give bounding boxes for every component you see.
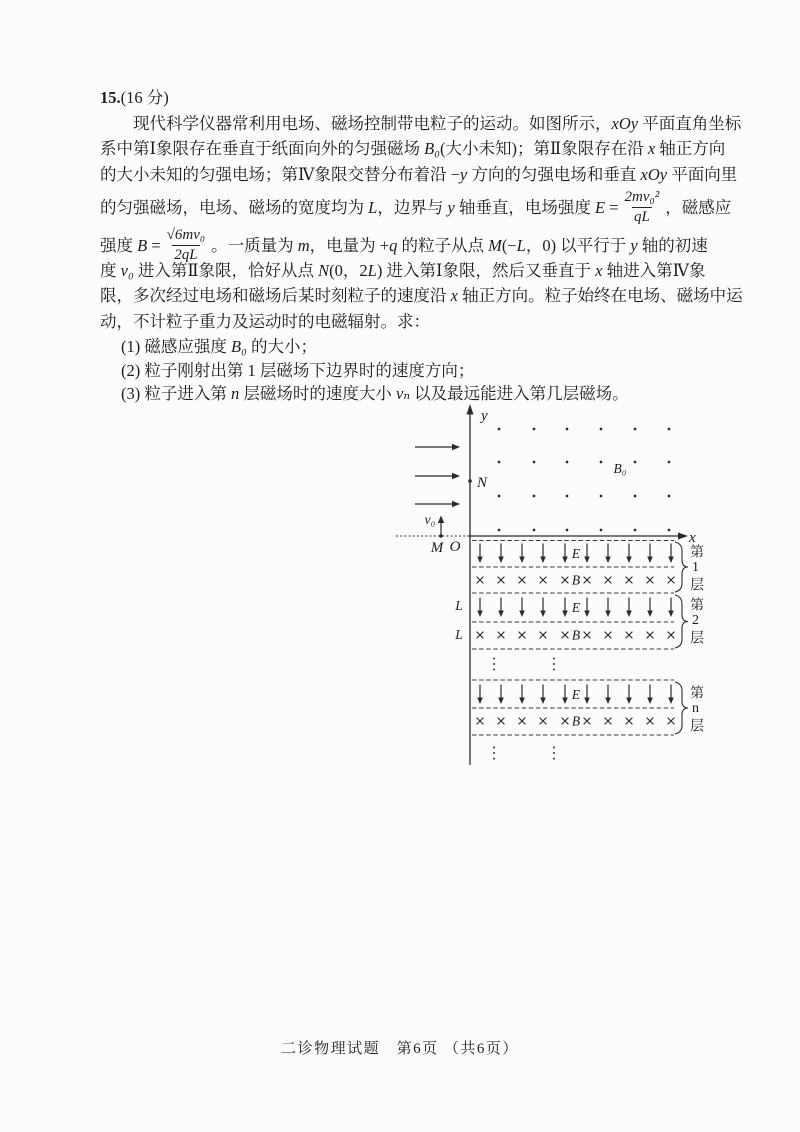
layer-2-label: 第2层 xyxy=(688,596,703,646)
L-width-label-1: L xyxy=(455,598,463,613)
text-run: 平面直角坐标 xyxy=(638,114,742,133)
arrowhead-icon xyxy=(668,557,674,564)
arrowhead-icon xyxy=(519,698,525,705)
field-out-of-page-dot xyxy=(498,495,501,498)
arrowhead-icon xyxy=(605,611,611,618)
x-axis-arrowhead xyxy=(678,533,688,540)
field-out-of-page-dot xyxy=(634,529,637,532)
math-variable: x xyxy=(647,139,656,158)
text-run: ，0) 以平行于 xyxy=(525,235,631,255)
fraction-denominator: 2qL xyxy=(174,246,198,263)
text-run: 轴正方向 xyxy=(655,139,726,158)
math-variable: y xyxy=(459,165,468,184)
field-out-of-page-dot xyxy=(533,461,536,464)
field-out-of-page-dot xyxy=(600,529,603,532)
page-footer: 二诊物理试题 第6页 （共6页） xyxy=(281,1041,519,1057)
math-variable: L xyxy=(516,235,526,255)
fraction-numerator: √6mv₀ xyxy=(166,226,206,243)
math-variable: B₀ xyxy=(231,337,247,356)
arrowhead-icon xyxy=(452,444,460,450)
text-run: 轴进入第Ⅳ象 xyxy=(602,261,706,280)
arrowhead-icon xyxy=(452,501,460,507)
text-run: 以及最远能进入第几层磁场。 xyxy=(410,384,629,403)
field-out-of-page-dot xyxy=(566,529,569,532)
math-variable: L xyxy=(367,261,377,280)
figure-canvas xyxy=(392,403,722,778)
math-variable: vₙ xyxy=(396,384,411,403)
arrowhead-icon xyxy=(477,557,483,564)
text-run: 动，不计粒子重力及运动时的电磁辐射。求： xyxy=(100,312,430,331)
arrowhead-icon xyxy=(540,557,546,564)
arrowhead-icon xyxy=(584,557,590,564)
vertical-ellipsis-dot xyxy=(493,758,495,760)
arrowhead-icon xyxy=(498,698,504,705)
math-variable: m xyxy=(297,235,310,255)
vertical-ellipsis-dot xyxy=(493,663,495,665)
text-run: 强度 xyxy=(100,235,138,255)
text-run: (0，2 xyxy=(329,261,368,280)
text-run: ，电量为 + xyxy=(309,235,390,255)
math-variable: x xyxy=(450,286,458,305)
x-axis-label: x xyxy=(689,530,696,546)
arrowhead-icon xyxy=(477,698,483,705)
field-out-of-page-dot xyxy=(668,428,671,431)
text-run: 度 xyxy=(100,261,121,280)
math-variable: x xyxy=(595,261,603,280)
text-run: 限，多次经过电场和磁场后某时刻粒子的速度沿 xyxy=(100,286,451,305)
text-run: 轴垂直，电场强度 xyxy=(454,197,596,217)
v0-arrowhead xyxy=(438,516,444,524)
math-variable: xOy xyxy=(611,114,639,133)
vertical-ellipsis-dot xyxy=(553,752,555,754)
arrowhead-icon xyxy=(498,557,504,564)
arrowhead-icon xyxy=(562,698,568,705)
math-variable: y xyxy=(447,197,455,217)
arrowhead-icon xyxy=(626,557,632,564)
point-M-label: M xyxy=(430,540,444,556)
vertical-ellipsis-dot xyxy=(553,658,555,660)
text-run: (2) 粒子刚射出第 1 层磁场下边界时的速度方向； xyxy=(121,361,475,380)
arrowhead-icon xyxy=(562,611,568,618)
text-run: (大小未知)；第Ⅱ象限存在沿 xyxy=(439,139,648,158)
field-out-of-page-dot xyxy=(634,495,637,498)
field-out-of-page-dot xyxy=(668,461,671,464)
text-run: = xyxy=(605,197,619,217)
field-out-of-page-dot xyxy=(566,428,569,431)
math-variable: B₀ xyxy=(424,139,440,158)
text-run: (3) 粒子进入第 xyxy=(121,384,231,403)
field-out-of-page-dot xyxy=(600,461,603,464)
text-run: 系中第Ⅰ象限存在垂直于纸面向外的匀强磁场 xyxy=(100,139,425,158)
vertical-ellipsis-dot xyxy=(493,752,495,754)
field-out-of-page-dot xyxy=(533,495,536,498)
arrowhead-icon xyxy=(605,557,611,564)
vertical-ellipsis-dot xyxy=(553,758,555,760)
math-variable: M xyxy=(488,235,502,255)
point-N-dot xyxy=(468,479,472,483)
text-run: (1) 磁感应强度 xyxy=(121,337,231,356)
math-variable: B xyxy=(137,235,148,255)
text-run: (− xyxy=(501,235,517,255)
arrowhead-icon xyxy=(498,611,504,618)
field-out-of-page-dot xyxy=(668,495,671,498)
vertical-ellipsis-dot xyxy=(493,658,495,660)
field-out-of-page-dot xyxy=(533,529,536,532)
arrowhead-icon xyxy=(452,473,460,479)
text-run: 轴的初速 xyxy=(637,235,708,255)
B-field-label-layer1: B xyxy=(571,572,581,588)
math-variable: y xyxy=(630,235,638,255)
arrowhead-icon xyxy=(477,611,483,618)
text-run: = xyxy=(147,235,161,255)
B0-field-label: B₀ xyxy=(613,461,627,476)
vertical-ellipsis-dot xyxy=(493,669,495,671)
layer-1-label: 第1层 xyxy=(688,543,703,593)
text-run: 进入第Ⅱ象限，恰好从点 xyxy=(133,261,319,280)
field-out-of-page-dot xyxy=(498,461,501,464)
math-variable: n xyxy=(231,384,240,403)
arrowhead-icon xyxy=(626,698,632,705)
text-run: 。一质量为 xyxy=(211,235,298,255)
math-variable: N xyxy=(318,261,330,280)
arrowhead-icon xyxy=(584,611,590,618)
field-out-of-page-dot xyxy=(498,428,501,431)
E-field-label-layer1: E xyxy=(571,546,581,561)
text-run: 层磁场时的速度大小 xyxy=(239,384,396,403)
text-run: ，磁感应 xyxy=(665,197,732,217)
B-field-label-layer2: B xyxy=(571,627,581,643)
arrowhead-icon xyxy=(540,698,546,705)
field-out-of-page-dot xyxy=(634,461,637,464)
text-run: 的粒子从点 xyxy=(397,235,489,255)
L-width-label-2: L xyxy=(455,627,463,642)
problem-points: (16 分) xyxy=(120,88,169,107)
math-variable: v₀ xyxy=(120,261,134,280)
vertical-ellipsis-dot xyxy=(493,747,495,749)
point-N-label: N xyxy=(476,475,488,491)
B-field-label-layern: B xyxy=(571,713,581,729)
text-run: 平面向里 xyxy=(667,165,738,184)
y-axis-label: y xyxy=(481,408,488,424)
field-out-of-page-dot xyxy=(600,428,603,431)
arrowhead-icon xyxy=(519,611,525,618)
text-run: 现代科学仪器常利用电场、磁场控制带电粒子的运动。如图所示， xyxy=(133,114,612,133)
problem-number: 15. xyxy=(100,88,121,107)
field-out-of-page-dot xyxy=(498,529,501,532)
E-field-label-layer2: E xyxy=(571,600,581,615)
fraction-numerator: 2mv₀² xyxy=(624,188,660,205)
arrowhead-icon xyxy=(647,698,653,705)
v0-label: v₀ xyxy=(424,512,436,527)
field-out-of-page-dot xyxy=(566,495,569,498)
origin-label: O xyxy=(449,539,461,555)
field-out-of-page-dot xyxy=(533,428,536,431)
layer-n-label: 第n层 xyxy=(688,684,703,734)
math-variable: xOy xyxy=(640,165,668,184)
fraction-denominator: qL xyxy=(633,208,650,225)
arrowhead-icon xyxy=(519,557,525,564)
field-out-of-page-dot xyxy=(600,495,603,498)
arrowhead-icon xyxy=(647,611,653,618)
arrowhead-icon xyxy=(605,698,611,705)
arrowhead-icon xyxy=(668,698,674,705)
math-variable: L xyxy=(368,197,378,217)
E-field-label-layern: E xyxy=(571,687,581,702)
arrowhead-icon xyxy=(540,611,546,618)
field-out-of-page-dot xyxy=(566,461,569,464)
text-run: 的匀强磁场，电场、磁场的宽度均为 xyxy=(100,197,369,217)
field-out-of-page-dot xyxy=(634,428,637,431)
math-variable: q xyxy=(389,235,398,255)
arrowhead-icon xyxy=(668,611,674,618)
vertical-ellipsis-dot xyxy=(553,663,555,665)
arrowhead-icon xyxy=(584,698,590,705)
arrowhead-icon xyxy=(562,557,568,564)
arrowhead-icon xyxy=(626,611,632,618)
field-out-of-page-dot xyxy=(668,529,671,532)
text-run: 的大小未知的匀强电场；第Ⅳ象限交替分布着沿 − xyxy=(100,165,460,184)
text-run: ) 进入第Ⅰ象限，然后又垂直于 xyxy=(376,261,596,280)
vertical-ellipsis-dot xyxy=(553,669,555,671)
text-run: ，边界与 xyxy=(377,197,448,217)
vertical-ellipsis-dot xyxy=(553,747,555,749)
text-run: 轴正方向。粒子始终在电场、磁场中运 xyxy=(457,286,743,305)
text-run: 的大小； xyxy=(246,337,317,356)
text-run: 方向的匀强电场和垂直 xyxy=(467,165,641,184)
y-axis-arrowhead xyxy=(467,404,474,415)
math-variable: E xyxy=(595,197,606,217)
arrowhead-icon xyxy=(647,557,653,564)
